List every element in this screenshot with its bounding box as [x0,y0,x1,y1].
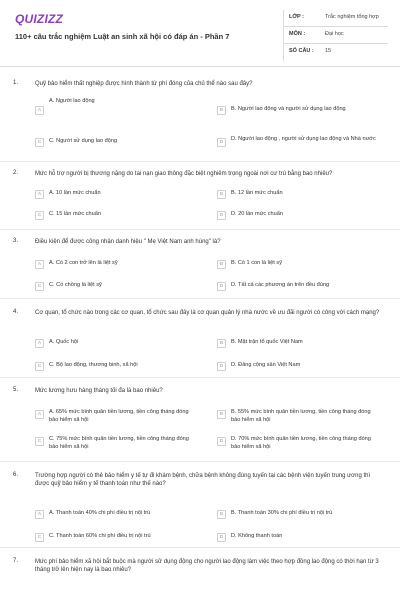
option-box[interactable]: C [35,211,44,220]
question-divider [0,547,400,548]
option-box[interactable]: C [35,362,44,371]
option-text: A. Thanh toán 40% chi phí điều trị nội trú [49,510,151,516]
option-text: A. 10 lần mức chuẩn [49,190,101,196]
option-box[interactable]: D [217,211,226,220]
question-text: Quỹ bảo hiểm thất nghiệp được hình thành từ phí đóng của chủ thể nào sau đây? [35,81,253,87]
option-box[interactable]: B [217,339,226,348]
option-box[interactable]: D [217,437,226,446]
meta-key: LỚP : [289,14,304,20]
meta-value: Trắc nghiệm tổng hợp [325,14,379,20]
option-box[interactable]: D [217,282,226,291]
meta-key: SỐ CÂU : [289,48,314,54]
option-box[interactable]: A [35,190,44,199]
meta-table [283,10,388,61]
meta-row-class [283,10,388,27]
option-text: A. Quốc hội [49,339,79,345]
question-divider [0,161,400,162]
option-text: A. Có 2 con trở lên là liệt sỹ [49,260,118,266]
question-number: 5. [13,387,19,393]
option-box[interactable]: D [217,533,226,542]
option-text: A. Người lao động [49,98,95,104]
question-divider [0,377,400,378]
option-text: C. Người sử dụng lao động [49,138,118,144]
option-box[interactable]: B [217,106,226,115]
meta-value: Đại học [325,31,344,37]
option-text: B. Có 1 con là liệt sỹ [231,260,282,266]
option-text: D. Tất cả các phương án trên đều đúng [231,282,330,288]
option-box[interactable]: B [217,510,226,519]
option-box[interactable]: A [35,106,44,115]
question-number: 1. [13,80,19,86]
option-box[interactable]: C [35,138,44,147]
option-text: C. 15 lần mức chuẩn [49,211,101,217]
page-title: 110+ câu trắc nghiệm Luật an sinh xã hội có đáp án - Phần 7 [15,32,230,41]
option-text: C. 75% mức bình quân tiền lương, tiền công tháng đóng bảo hiểm xã hội [49,436,189,450]
question-text: Điều kiện để được công nhận danh hiệu " Mẹ Việt Nam anh hùng" là? [35,239,221,245]
question-text: Mức phí bảo hiểm xã hội bắt buộc mà người sử dụng động cho người lao động làm việc theo hợp đồng lao động có thời hạn từ 3 tháng trở lên hiện nay là bao nhiêu? [35,559,379,573]
option-box[interactable]: C [35,533,44,542]
question-divider [0,461,400,462]
question-text: Trường hợp người có thẻ bảo hiểm y tế tự đi khám bệnh, chữa bệnh không đúng tuyến tại các bệnh viện tuyến trung ương thì được quỹ bảo hiểm y tế thanh toán như thế nào? [35,473,371,487]
header-divider [0,66,400,67]
question-number: 3. [13,238,19,244]
option-box[interactable]: D [217,362,226,371]
option-text: D. 20 lần mức chuẩn [231,211,283,217]
question-number: 6. [13,472,19,478]
worksheet-header [0,0,400,62]
option-text: B. 12 lần mức chuẩn [231,190,283,196]
option-text: D. Không thanh toán [231,533,283,539]
question-number: 7. [13,558,19,564]
option-box[interactable]: D [217,138,226,147]
option-text: B. Thanh toán 30% chi phí điều trị nội trú [231,510,333,516]
option-box[interactable]: B [217,190,226,199]
option-box[interactable]: C [35,437,44,446]
option-text: B. Người lao động và người sử dụng lao động [231,106,346,112]
question-text: Mức hỗ trợ người bị thương nặng do tai nạn giao thông đặc biệt nghiêm trọng ngoài nơi cư trú bằng bao nhiêu? [35,171,333,177]
option-text: C. Thanh toán 60% chi phí điều trị nội trú [49,533,151,539]
logo-text: QUIZIZZ [15,12,64,26]
meta-row-subject [283,27,388,44]
option-text: B. Mặt trận tổ quốc Việt Nam [231,339,303,345]
meta-row-count [283,44,388,61]
meta-key: MÔN : [289,31,306,37]
question-number: 4. [13,309,19,315]
option-box[interactable]: A [35,260,44,269]
option-text: C. Bộ lao động, thương binh, xã hội [49,362,138,368]
option-box[interactable]: A [35,410,44,419]
option-box[interactable]: A [35,339,44,348]
option-text: D. Người lao động , người sử dụng lao động và Nhà nước [231,136,376,142]
option-box[interactable]: C [35,282,44,291]
option-text: D. 70% mức bình quân tiền lương, tiền công tháng đóng bảo hiểm xã hội [231,436,371,450]
option-text: C. Có chồng là liệt sỹ [49,282,102,288]
question-divider [0,229,400,230]
question-text: Cơ quan, tổ chức nào trong các cơ quan, tổ chức sau đây là cơ quan quản lý nhà nước về ưu đãi người có công với cách mạng? [35,310,380,316]
question-text: Mức lương hưu hàng tháng tối đa là bao nhiêu? [35,388,163,394]
option-box[interactable]: B [217,410,226,419]
quizizz-logo [15,12,64,26]
option-text: D. Đảng cộng sản Việt Nam [231,362,301,368]
meta-value: 15 [325,48,332,54]
question-divider [0,298,400,299]
option-box[interactable]: A [35,510,44,519]
option-box[interactable]: B [217,260,226,269]
question-number: 2. [13,170,19,176]
option-text: A. 65% mức bình quân tiền lương, tiền công tháng đóng bảo hiểm xã hội [49,409,189,423]
option-text: B. 55% mức bình quân tiền lương, tiền công tháng đóng bảo hiểm xã hội [231,409,371,423]
